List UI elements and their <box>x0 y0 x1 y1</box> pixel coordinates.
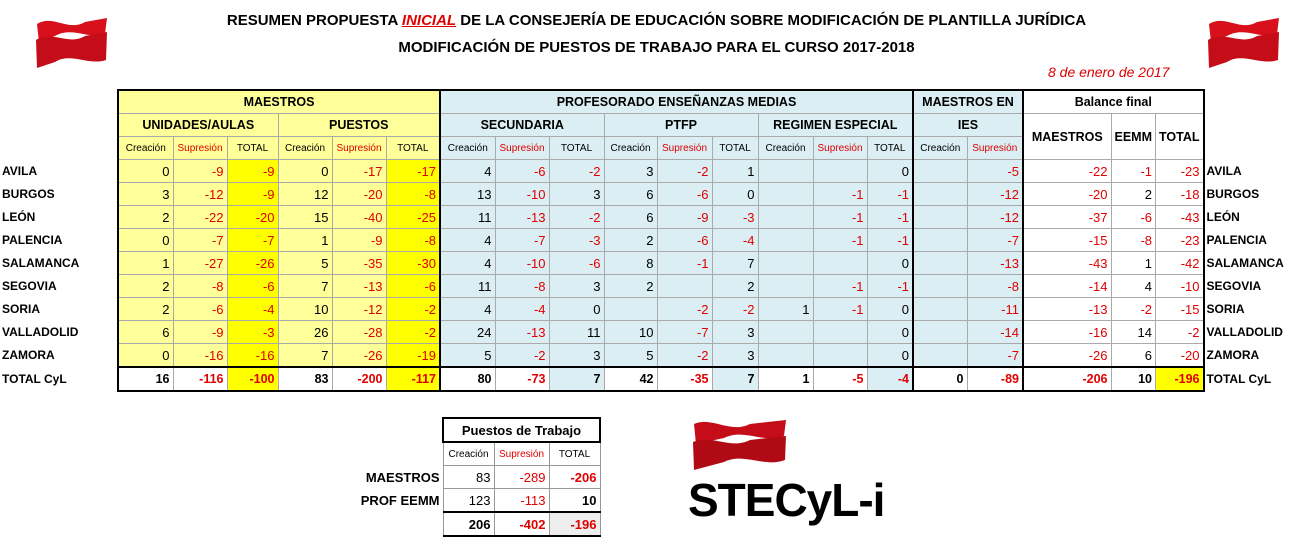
col-header-balance-eemm: EEMM <box>1111 114 1156 160</box>
table-cell: 8 <box>604 252 657 275</box>
table-cell <box>657 275 712 298</box>
table-cell: -3 <box>227 321 278 344</box>
table-cell: -1 <box>813 206 867 229</box>
table-cell: 3 <box>604 160 657 183</box>
table-cell: -37 <box>1023 206 1111 229</box>
table-cell: -14 <box>1023 275 1111 298</box>
table-cell: 0 <box>867 344 913 368</box>
table-cell: -20 <box>332 183 386 206</box>
table-cell: 5 <box>604 344 657 368</box>
table-cell: -1 <box>813 275 867 298</box>
table-cell: -1 <box>867 183 913 206</box>
col-header-creacion: Creación <box>758 137 813 160</box>
summary-col-header: Creación <box>443 442 494 466</box>
table-cell: -1 <box>867 275 913 298</box>
table-row <box>0 183 1302 206</box>
table-cell: -7 <box>495 229 549 252</box>
province-name: VALLADOLID <box>2 325 79 339</box>
table-cell: -16 <box>227 344 278 368</box>
table-cell: 11 <box>440 275 495 298</box>
table-cell: -23 <box>1156 160 1204 183</box>
table-cell: -40 <box>332 206 386 229</box>
table-cell: 26 <box>278 321 332 344</box>
table-cell: -18 <box>1156 183 1204 206</box>
document-date: 8 de enero de 2017 <box>1048 64 1170 80</box>
province-name-right: AVILA <box>1206 164 1242 178</box>
table-cell <box>813 252 867 275</box>
table-cell: -1 <box>813 229 867 252</box>
summary-cell: -196 <box>549 512 600 536</box>
table-cell: -22 <box>1023 160 1111 183</box>
table-cell: -10 <box>1156 275 1204 298</box>
table-cell: -17 <box>386 160 440 183</box>
table-cell: -15 <box>1023 229 1111 252</box>
summary-row-label <box>357 512 443 536</box>
province-name: ZAMORA <box>2 348 55 363</box>
subgroup-ptfp: PTFP <box>604 114 758 137</box>
total-cell: 16 <box>118 367 173 391</box>
table-cell: -9 <box>173 321 227 344</box>
table-cell: -26 <box>227 252 278 275</box>
table-cell: -2 <box>1111 298 1156 321</box>
total-cell: -116 <box>173 367 227 391</box>
total-cell: -200 <box>332 367 386 391</box>
stecyl-logo-flag-icon <box>690 416 794 472</box>
table-cell: -20 <box>1156 344 1204 368</box>
col-header-total: TOTAL <box>549 137 604 160</box>
table-cell: 0 <box>867 160 913 183</box>
table-cell: -2 <box>549 206 604 229</box>
table-cell: 3 <box>549 344 604 368</box>
table-cell: -10 <box>495 252 549 275</box>
table-row <box>0 298 1302 321</box>
table-cell: 7 <box>712 252 758 275</box>
province-name-right: SEGOVIA <box>1206 279 1262 293</box>
summary-row-label: PROF EEMM <box>360 492 440 508</box>
table-cell: -2 <box>657 160 712 183</box>
table-cell: -5 <box>967 160 1023 183</box>
total-cell: 42 <box>604 367 657 391</box>
subgroup-puestos: PUESTOS <box>278 114 440 137</box>
col-header-supresion: Supresión <box>332 137 386 160</box>
table-cell: -15 <box>1156 298 1204 321</box>
table-cell: 3 <box>118 183 173 206</box>
table-cell: -13 <box>332 275 386 298</box>
table-cell: 7 <box>278 275 332 298</box>
table-cell: -7 <box>657 321 712 344</box>
table-cell: -11 <box>967 298 1023 321</box>
province-name: BURGOS <box>2 187 55 201</box>
table-cell: -13 <box>495 321 549 344</box>
table-cell: -12 <box>332 298 386 321</box>
table-cell: -35 <box>332 252 386 275</box>
table-cell <box>758 183 813 206</box>
total-cell: 83 <box>278 367 332 391</box>
subgroup-unidades-aulas: UNIDADES/AULAS <box>118 114 278 137</box>
table-cell: 4 <box>440 252 495 275</box>
table-cell: -20 <box>227 206 278 229</box>
table-cell <box>913 275 967 298</box>
table-cell <box>758 229 813 252</box>
table-cell: -9 <box>332 229 386 252</box>
title-prefix: RESUMEN PROPUESTA <box>226 12 402 29</box>
table-cell: 3 <box>712 321 758 344</box>
table-cell: -13 <box>967 252 1023 275</box>
province-name: LEÓN <box>2 210 36 224</box>
table-cell: 6 <box>1111 344 1156 368</box>
subgroup-secundaria: SECUNDARIA <box>440 114 604 137</box>
table-cell: -30 <box>386 252 440 275</box>
table-cell: -6 <box>657 229 712 252</box>
table-cell: 4 <box>440 160 495 183</box>
table-cell <box>913 229 967 252</box>
table-cell: 3 <box>549 183 604 206</box>
table-cell: -3 <box>549 229 604 252</box>
table-cell: -27 <box>173 252 227 275</box>
table-cell: -7 <box>967 229 1023 252</box>
table-cell: 2 <box>1111 183 1156 206</box>
table-cell <box>913 344 967 368</box>
col-header-supresion: Supresión <box>495 137 549 160</box>
col-header-supresion: Supresión <box>967 137 1023 160</box>
summary-cell: 83 <box>443 466 494 489</box>
total-cell: -100 <box>227 367 278 391</box>
table-cell: -22 <box>173 206 227 229</box>
col-header-creacion: Creación <box>604 137 657 160</box>
table-cell: -1 <box>813 298 867 321</box>
summary-cell: 10 <box>549 489 600 513</box>
table-cell: -7 <box>173 229 227 252</box>
group-ensenanzas-medias: PROFESORADO ENSEÑANZAS MEDIAS <box>440 90 913 114</box>
table-cell: -6 <box>1111 206 1156 229</box>
table-cell: -8 <box>386 229 440 252</box>
table-cell: -9 <box>227 160 278 183</box>
table-cell <box>758 252 813 275</box>
table-cell: -6 <box>549 252 604 275</box>
table-cell: -25 <box>386 206 440 229</box>
table-cell: 7 <box>278 344 332 368</box>
table-cell: -8 <box>1111 229 1156 252</box>
table-cell: -16 <box>173 344 227 368</box>
summary-col-header: TOTAL <box>549 442 600 466</box>
table-row <box>0 252 1302 275</box>
province-name-right: SALAMANCA <box>1206 256 1284 270</box>
table-cell: -8 <box>386 183 440 206</box>
total-cell: -196 <box>1156 367 1204 391</box>
table-cell <box>913 252 967 275</box>
total-cell: 7 <box>549 367 604 391</box>
table-cell: -1 <box>867 206 913 229</box>
table-cell: 0 <box>118 229 173 252</box>
table-cell: -28 <box>332 321 386 344</box>
table-cell: -13 <box>1023 298 1111 321</box>
summary-cell: -113 <box>494 489 549 513</box>
table-cell <box>758 321 813 344</box>
table-cell: -2 <box>495 344 549 368</box>
summary-cell: 206 <box>443 512 494 536</box>
col-header-supresion: Supresión <box>173 137 227 160</box>
province-name-right: ZAMORA <box>1206 348 1260 363</box>
table-cell: -42 <box>1156 252 1204 275</box>
col-header-creacion: Creación <box>440 137 495 160</box>
table-cell: 3 <box>549 275 604 298</box>
table-cell: 14 <box>1111 321 1156 344</box>
table-cell: -13 <box>495 206 549 229</box>
table-cell <box>913 160 967 183</box>
col-header-supresion: Supresión <box>813 137 867 160</box>
table-cell <box>913 298 967 321</box>
main-summary-table <box>0 89 1302 392</box>
puestos-trabajo-summary-table <box>357 417 601 537</box>
summary-cell: -402 <box>494 512 549 536</box>
table-cell: -7 <box>227 229 278 252</box>
table-cell: -12 <box>173 183 227 206</box>
table-cell: -2 <box>657 344 712 368</box>
table-cell: -43 <box>1023 252 1111 275</box>
table-cell: -19 <box>386 344 440 368</box>
table-cell: -4 <box>712 229 758 252</box>
table-cell: -17 <box>332 160 386 183</box>
table-cell: 6 <box>604 183 657 206</box>
summary-cell: -206 <box>549 466 600 489</box>
summary-row-label: MAESTROS <box>365 469 440 485</box>
total-cell: 1 <box>758 367 813 391</box>
table-cell <box>758 344 813 368</box>
title-highlight: INICIAL <box>401 12 457 29</box>
table-cell: -1 <box>867 229 913 252</box>
table-cell: -8 <box>967 275 1023 298</box>
col-header-creacion: Creación <box>118 137 173 160</box>
table-cell: 11 <box>440 206 495 229</box>
table-cell: 2 <box>118 275 173 298</box>
table-row <box>0 275 1302 298</box>
summary-row <box>357 489 600 513</box>
table-cell <box>813 344 867 368</box>
table-cell: 0 <box>867 252 913 275</box>
table-cell: 5 <box>440 344 495 368</box>
table-cell: 4 <box>1111 275 1156 298</box>
table-cell: 0 <box>118 160 173 183</box>
col-header-total: TOTAL <box>712 137 758 160</box>
table-row <box>0 321 1302 344</box>
table-cell <box>913 321 967 344</box>
table-cell: -10 <box>495 183 549 206</box>
table-cell <box>604 298 657 321</box>
province-name-right: BURGOS <box>1206 187 1260 201</box>
table-cell: -9 <box>657 206 712 229</box>
stecyl-logo-text: STECyL-i <box>688 474 885 526</box>
table-cell: -26 <box>1023 344 1111 368</box>
table-cell <box>913 206 967 229</box>
table-cell: 2 <box>118 206 173 229</box>
table-cell: 15 <box>278 206 332 229</box>
summary-row <box>357 466 600 489</box>
table-cell: 4 <box>440 229 495 252</box>
total-cell: -89 <box>967 367 1023 391</box>
table-cell: -12 <box>967 206 1023 229</box>
table-cell: 24 <box>440 321 495 344</box>
province-name: SALAMANCA <box>2 256 80 270</box>
col-header-balance-maestros: MAESTROS <box>1023 114 1111 160</box>
table-cell: 6 <box>118 321 173 344</box>
table-cell: -6 <box>386 275 440 298</box>
col-header-creacion: Creación <box>278 137 332 160</box>
table-cell: -12 <box>967 183 1023 206</box>
table-cell: -2 <box>386 321 440 344</box>
col-header-total: TOTAL <box>227 137 278 160</box>
col-header-creacion: Creación <box>913 137 967 160</box>
table-cell: -14 <box>967 321 1023 344</box>
province-name: SORIA <box>2 302 41 316</box>
table-cell <box>758 160 813 183</box>
province-name-right: SORIA <box>1206 302 1245 316</box>
table-row <box>0 344 1302 368</box>
table-row <box>0 206 1302 229</box>
table-cell: -4 <box>495 298 549 321</box>
table-cell: 2 <box>604 275 657 298</box>
table-cell: -8 <box>495 275 549 298</box>
col-header-total: TOTAL <box>386 137 440 160</box>
table-cell: 0 <box>867 321 913 344</box>
total-cell: 7 <box>712 367 758 391</box>
total-cell: -206 <box>1023 367 1111 391</box>
table-cell: -9 <box>227 183 278 206</box>
total-cell: 80 <box>440 367 495 391</box>
summary-title: Puestos de Trabajo <box>443 418 600 442</box>
subgroup-regimen-especial: REGIMEN ESPECIAL <box>758 114 913 137</box>
summary-cell: 123 <box>443 489 494 513</box>
table-cell: -2 <box>712 298 758 321</box>
table-cell: 11 <box>549 321 604 344</box>
total-row-label: TOTAL CyL <box>2 372 67 386</box>
table-cell: 2 <box>712 275 758 298</box>
summary-col-header: Supresión <box>494 442 549 466</box>
table-cell: 1 <box>1111 252 1156 275</box>
summary-row <box>357 512 600 536</box>
summary-cell: -289 <box>494 466 549 489</box>
table-cell: 10 <box>604 321 657 344</box>
table-cell <box>813 160 867 183</box>
table-cell: -2 <box>1156 321 1204 344</box>
province-name-right: VALLADOLID <box>1206 325 1283 339</box>
table-cell: 12 <box>278 183 332 206</box>
province-name: PALENCIA <box>2 233 63 247</box>
table-cell: 0 <box>867 298 913 321</box>
table-cell: -23 <box>1156 229 1204 252</box>
table-cell <box>813 321 867 344</box>
table-cell: -8 <box>173 275 227 298</box>
province-name-right: PALENCIA <box>1206 233 1267 247</box>
col-header-balance-total: TOTAL <box>1156 114 1204 160</box>
table-cell: 10 <box>278 298 332 321</box>
group-maestros-ies-line2: IES <box>913 114 1023 137</box>
table-cell: 2 <box>604 229 657 252</box>
table-cell: -4 <box>227 298 278 321</box>
total-cell: -5 <box>813 367 867 391</box>
table-cell: -16 <box>1023 321 1111 344</box>
province-name-right: LEÓN <box>1206 210 1240 224</box>
table-cell: -2 <box>549 160 604 183</box>
table-cell: 1 <box>712 160 758 183</box>
province-name: AVILA <box>2 164 38 178</box>
table-cell: 0 <box>118 344 173 368</box>
table-cell: 13 <box>440 183 495 206</box>
page-subtitle: MODIFICACIÓN DE PUESTOS DE TRABAJO PARA EL CURSO 2017-2018 <box>398 39 915 56</box>
table-cell: -26 <box>332 344 386 368</box>
table-cell: -9 <box>173 160 227 183</box>
table-cell: 1 <box>758 298 813 321</box>
group-maestros: MAESTROS <box>118 90 440 114</box>
table-cell: 5 <box>278 252 332 275</box>
table-cell: 3 <box>712 344 758 368</box>
table-cell: -1 <box>813 183 867 206</box>
table-cell: -6 <box>173 298 227 321</box>
page-title <box>0 12 1313 29</box>
table-cell: 0 <box>278 160 332 183</box>
table-cell: 0 <box>549 298 604 321</box>
table-cell: -2 <box>657 298 712 321</box>
total-cell: 0 <box>913 367 967 391</box>
total-cell: -35 <box>657 367 712 391</box>
table-cell <box>913 183 967 206</box>
title-suffix: DE LA CONSEJERÍA DE EDUCACIÓN SOBRE MODIFICACIÓN DE PLANTILLA JURÍDICA <box>456 12 1087 29</box>
table-cell: -3 <box>712 206 758 229</box>
total-cell: 10 <box>1111 367 1156 391</box>
total-row-label-right: TOTAL CyL <box>1206 372 1272 386</box>
table-cell: -1 <box>657 252 712 275</box>
table-cell: 6 <box>604 206 657 229</box>
table-cell: -6 <box>495 160 549 183</box>
total-cell: -117 <box>386 367 440 391</box>
table-cell: 1 <box>278 229 332 252</box>
table-cell: -43 <box>1156 206 1204 229</box>
table-cell: 0 <box>712 183 758 206</box>
table-cell: -2 <box>386 298 440 321</box>
table-cell <box>758 275 813 298</box>
table-cell: 1 <box>118 252 173 275</box>
province-name: SEGOVIA <box>2 279 57 293</box>
table-cell: -20 <box>1023 183 1111 206</box>
table-cell: -6 <box>657 183 712 206</box>
total-cell: -4 <box>867 367 913 391</box>
group-balance-final: Balance final <box>1023 90 1204 114</box>
table-cell: -7 <box>967 344 1023 368</box>
table-total-row <box>0 367 1302 391</box>
table-cell: 4 <box>440 298 495 321</box>
total-cell: -73 <box>495 367 549 391</box>
col-header-total: TOTAL <box>867 137 913 160</box>
table-cell <box>758 206 813 229</box>
table-cell: 2 <box>118 298 173 321</box>
table-row <box>0 229 1302 252</box>
table-cell: -1 <box>1111 160 1156 183</box>
table-cell: -6 <box>227 275 278 298</box>
table-row <box>0 160 1302 183</box>
group-maestros-ies-line1: MAESTROS EN <box>913 90 1023 114</box>
col-header-supresion: Supresión <box>657 137 712 160</box>
